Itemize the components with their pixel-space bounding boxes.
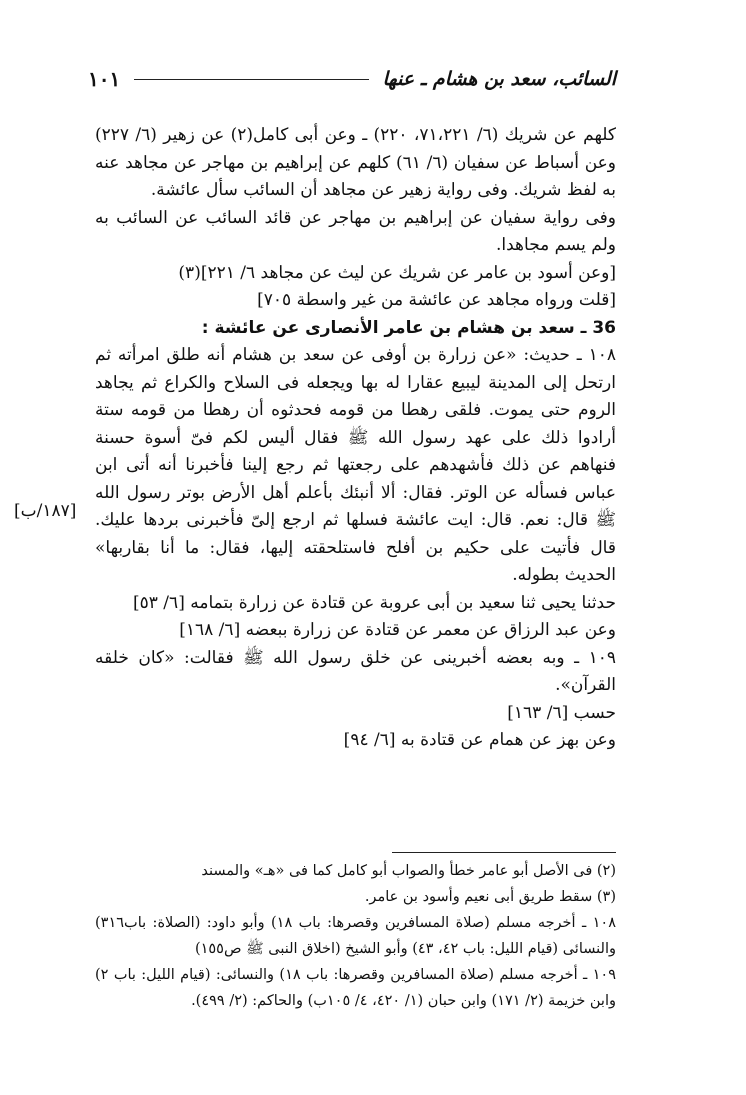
footnotes <box>95 858 616 1014</box>
hadith-109: ١٠٩ ـ وبه بعضه أخبرينى عن خلق رسول الله ﷺ فقالت: «كان خلقه القرآن». <box>95 647 616 695</box>
paragraph-7: وعن عبد الرزاق عن معمر عن قتادة عن زرارة ببعضه [٦/ ١٦٨] <box>179 620 616 640</box>
paragraph-10: وعن بهز عن همام عن قتادة به [٦/ ٩٤] <box>343 730 616 750</box>
paragraph-2: وفى رواية سفيان عن إبراهيم بن مهاجر عن قائد السائب عن السائب به ولم يسم مجاهدا. <box>95 207 616 255</box>
paragraph-4: [قلت ورواه مجاهد عن عائشة من غير واسطة ٧٠٥] <box>257 290 616 310</box>
header-rule <box>134 79 368 80</box>
paragraph-9: حسب [٦/ ١٦٣] <box>507 702 616 723</box>
takhrij-108: ١٠٨ ـ أخرجه مسلم (صلاة المسافرين وقصرها: باب ١٨) وأبو داود: (الصلاة: باب٣١٦) والنسائى (قيام الليل: باب ٤٢، ٤٣) وأبو الشيخ (اخلاق النبى ﷺ ص١٥٥) <box>95 915 616 957</box>
page-number: ١٠١ <box>88 67 121 91</box>
footnote-2: (٢) فى الأصل أبو عامر خطأ والصواب أبو كامل كما فى «هـ» والمسند <box>201 863 616 879</box>
footnote-3: (٣) سقط طريق أبى نعيم وأسود بن عامر. <box>364 889 616 905</box>
hadith-108: ١٠٨ ـ حديث: «عن زرارة بن أوفى عن سعد بن هشام أنه طلق امرأته ثم ارتحل إلى المدينة ليبيع عقارا له بها ويجعله فى السلاح والكراع ثم يجاهد الروم حتى يموت. فلقى رهطا من قومه فحدثوه أن رهطا من قومه ستة أرادوا ذلك على عهد رسول الله ﷺ فقال أليس لكم فىّ أسوة حسنة فنهاهم عن ذلك فأشهدهم على رجعتها ثم رجع إلينا فأخبرنا أنه أتى ابن عباس فسأله عن الوتر. فقال: ألا أنبئك بأعلم أهل الأرض بوتر رسول الله ﷺ قال: نعم. قال: ايت عائشة فسلها ثم ارجع إلىّ فأخبرنى بردها عليك. قال فأتيت على حكيم بن أفلح فاستلحقته إليها، فقال: ما أنا بقاربها» الحديث بطوله. <box>95 345 616 585</box>
section-heading: 36 ـ سعد بن هشام بن عامر الأنصارى عن عائشة : <box>201 317 616 338</box>
footnote-rule <box>392 852 616 853</box>
page-header <box>88 62 616 96</box>
paragraph-6: حدثنا يحيى ثنا سعيد بن أبى عروبة عن قتادة عن زرارة بتمامه [٦/ ٥٣] <box>133 592 616 613</box>
takhrij-109: ١٠٩ ـ أخرجه مسلم (صلاة المسافرين وقصرها: باب ١٨) والنسائى: (قيام الليل: باب ٢) وابن خزيمة (٢/ ١٧١) وابن حبان (١/ ٤٢٠، ٤/ ١٠٥ب) والحاكم: (٢/ ٤٩٩). <box>95 967 616 1009</box>
running-title: السائب، سعد بن هشام ـ عنها <box>382 68 616 90</box>
main-text <box>95 122 616 755</box>
paragraph-1: كلهم عن شريك (٦/ ٧١،٢٢١، ٢٢٠) ـ وعن أبى كامل(٢) عن زهير (٦/ ٢٢٧) وعن أسباط عن سفيان (٦/ ٦١) كلهم عن إبراهيم بن مهاجر عن مجاهد عنه به لفظ شريك. وفى رواية زهير عن مجاهد أن السائب سأل عائشة. <box>95 125 617 200</box>
paragraph-3: [وعن أسود بن عامر عن شريك عن ليث عن مجاهد ٦/ ٢٢١](٣) <box>178 262 616 283</box>
margin-folio-mark: [١٨٧/ب] <box>14 501 77 521</box>
